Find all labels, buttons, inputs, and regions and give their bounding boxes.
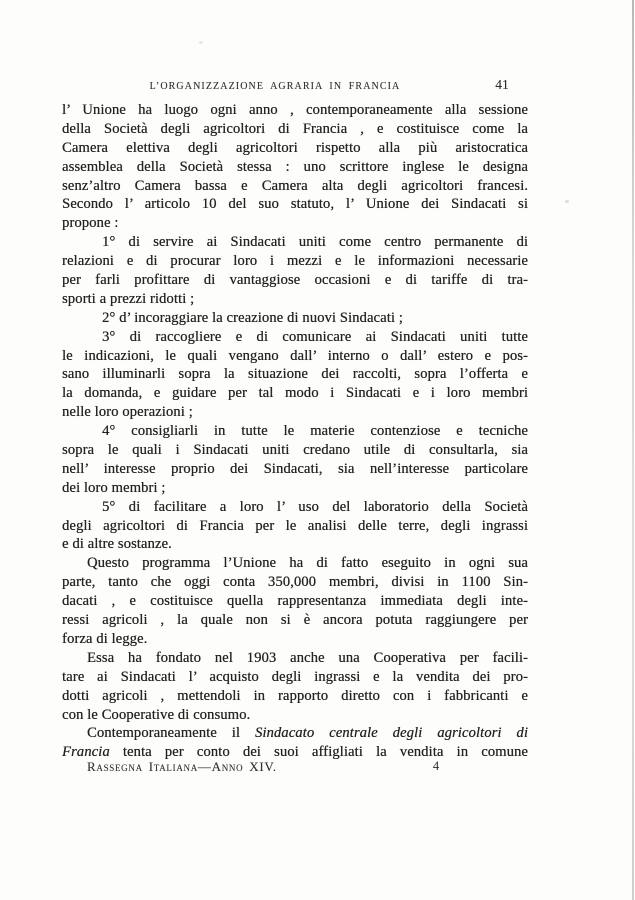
- text-line: [62, 101, 528, 120]
- text-segment: Secondo l’ articolo 10 del suo statuto, l’ Unione dei Sindacati si: [62, 196, 528, 213]
- text-segment: 5° di facilitare a loro l’ uso del laboratorio della Società: [102, 498, 528, 515]
- text-segment: la domanda, e guidare per tal modo i Sindacati e i loro membri: [62, 385, 528, 402]
- text-segment: nelle loro operazioni ;: [62, 404, 193, 421]
- text-segment: sporti a prezzi ridotti ;: [62, 290, 195, 307]
- text-line: [62, 328, 528, 347]
- body-text: [62, 101, 528, 762]
- text-segment: forza di legge.: [62, 630, 148, 647]
- text-line: [62, 517, 528, 536]
- text-segment: tenta per conto dei suoi affigliati la vendita in comune: [109, 744, 528, 761]
- text-segment: dacati , e costituisce quella rappresentanza immediata degli inte-: [62, 593, 528, 610]
- text-line: [62, 668, 528, 687]
- text-line: [62, 120, 528, 139]
- text-segment: 1° di servire ai Sindacati uniti come centro permanente di: [102, 234, 528, 251]
- text-line: [62, 498, 528, 517]
- text-segment: 4° consigliarli in tutte le materie contenziose e tecniche: [102, 423, 528, 440]
- page-number: 41: [495, 77, 509, 92]
- running-header-title: L’ORGANIZZAZIONE AGRARIA IN FRANCIA: [149, 81, 401, 92]
- text-segment: relazioni e di procurar loro i mezzi e le informazioni necessarie: [62, 253, 528, 270]
- text-line: [62, 630, 528, 649]
- text-line: [62, 592, 528, 611]
- italic-text-segment: Sindacato centrale degli agricoltori di: [254, 725, 528, 742]
- text-line: [62, 724, 528, 743]
- text-segment: degli agricoltori di Francia per le analisi delle terre, degli ingrassi: [62, 517, 528, 534]
- text-line: [62, 177, 528, 196]
- text-line: [62, 233, 528, 252]
- footer-imprint: Rassegna Italiana—Anno XIV.: [87, 759, 277, 774]
- text-segment: dei loro membri ;: [62, 479, 166, 496]
- text-segment: assemblea della Società stessa : uno scrittore inglese le designa: [62, 158, 528, 175]
- text-line: [62, 195, 528, 214]
- text-line: [62, 290, 528, 309]
- text-segment: le indicazioni, le quali vengano dall’ interno o dall’ estero e pos-: [62, 347, 528, 364]
- text-line: [62, 347, 528, 366]
- text-segment: parte, tanto che oggi conta 350,000 membri, divisi in 1100 Sin-: [62, 574, 528, 591]
- text-segment: ressi agricoli , la quale non si è ancora potuta raggiungere per: [62, 612, 528, 629]
- scan-speck: [199, 41, 203, 44]
- text-line: [62, 384, 528, 403]
- text-line: [62, 479, 528, 498]
- text-line: [62, 460, 528, 479]
- text-line: [62, 535, 528, 554]
- text-line: [62, 214, 528, 233]
- text-line: [62, 706, 528, 725]
- text-line: [62, 687, 528, 706]
- text-segment: 2° d’ incoraggiare la creazione di nuovi Sindacati ;: [102, 309, 403, 326]
- text-segment: sopra le quali i Sindacati uniti credano utile di consultarla, sia: [62, 442, 528, 459]
- text-segment: della Società degli agricoltori di Francia , e costituisce come la: [62, 120, 528, 137]
- text-segment: dotti agricoli , mettendoli in rapporto diretto con i fabbricanti e: [62, 687, 528, 704]
- scan-speck: [565, 200, 569, 203]
- footer-signature-number: 4: [432, 759, 440, 773]
- text-line: [62, 365, 528, 384]
- text-line: [62, 611, 528, 630]
- text-segment: propone :: [62, 215, 119, 232]
- text-line: [62, 158, 528, 177]
- text-line: [62, 573, 528, 592]
- text-line: [62, 309, 528, 328]
- text-segment: l’ Unione ha luogo ogni anno , contemporaneamente alla sessione: [62, 102, 528, 118]
- text-segment: Essa ha fondato nel 1903 anche una Cooperativa per facili-: [87, 649, 528, 666]
- italic-text-segment: Francia: [62, 744, 110, 761]
- text-segment: Contemporaneamente il: [87, 725, 255, 742]
- text-segment: tare ai Sindacati l’ acquisto degli ingrassi e la vendita dei pro-: [62, 668, 528, 685]
- text-segment: Camera elettiva degli agricoltori rispetto alla più aristocratica: [62, 139, 528, 156]
- text-line: [62, 554, 528, 573]
- text-line: [62, 139, 528, 158]
- text-line: [62, 403, 528, 422]
- text-segment: e di altre sostanze.: [62, 536, 172, 553]
- text-segment: con le Cooperative di consumo.: [62, 706, 251, 723]
- text-line: [62, 649, 528, 668]
- text-segment: sano illuminarli sopra la situazione dei raccolti, sopra l’offerta e: [62, 366, 528, 383]
- text-line: [62, 422, 528, 441]
- text-segment: Questo programma l’Unione ha di fatto eseguito in ogni sua: [87, 555, 528, 572]
- text-segment: 3° di raccogliere e di comunicare ai Sindacati uniti tutte: [102, 328, 528, 345]
- text-segment: nell’ interesse proprio dei Sindacati, sia nell’interesse particolare: [62, 460, 528, 477]
- text-segment: per farli profittare di vantaggiose occasioni e di tariffe di tra-: [62, 272, 528, 289]
- text-line: [62, 441, 528, 460]
- text-segment: senz’altro Camera bassa e Camera alta degli agricoltori francesi.: [62, 177, 528, 194]
- scan-edge-line: [632, 0, 634, 900]
- text-line: [62, 271, 528, 290]
- text-line: [62, 252, 528, 271]
